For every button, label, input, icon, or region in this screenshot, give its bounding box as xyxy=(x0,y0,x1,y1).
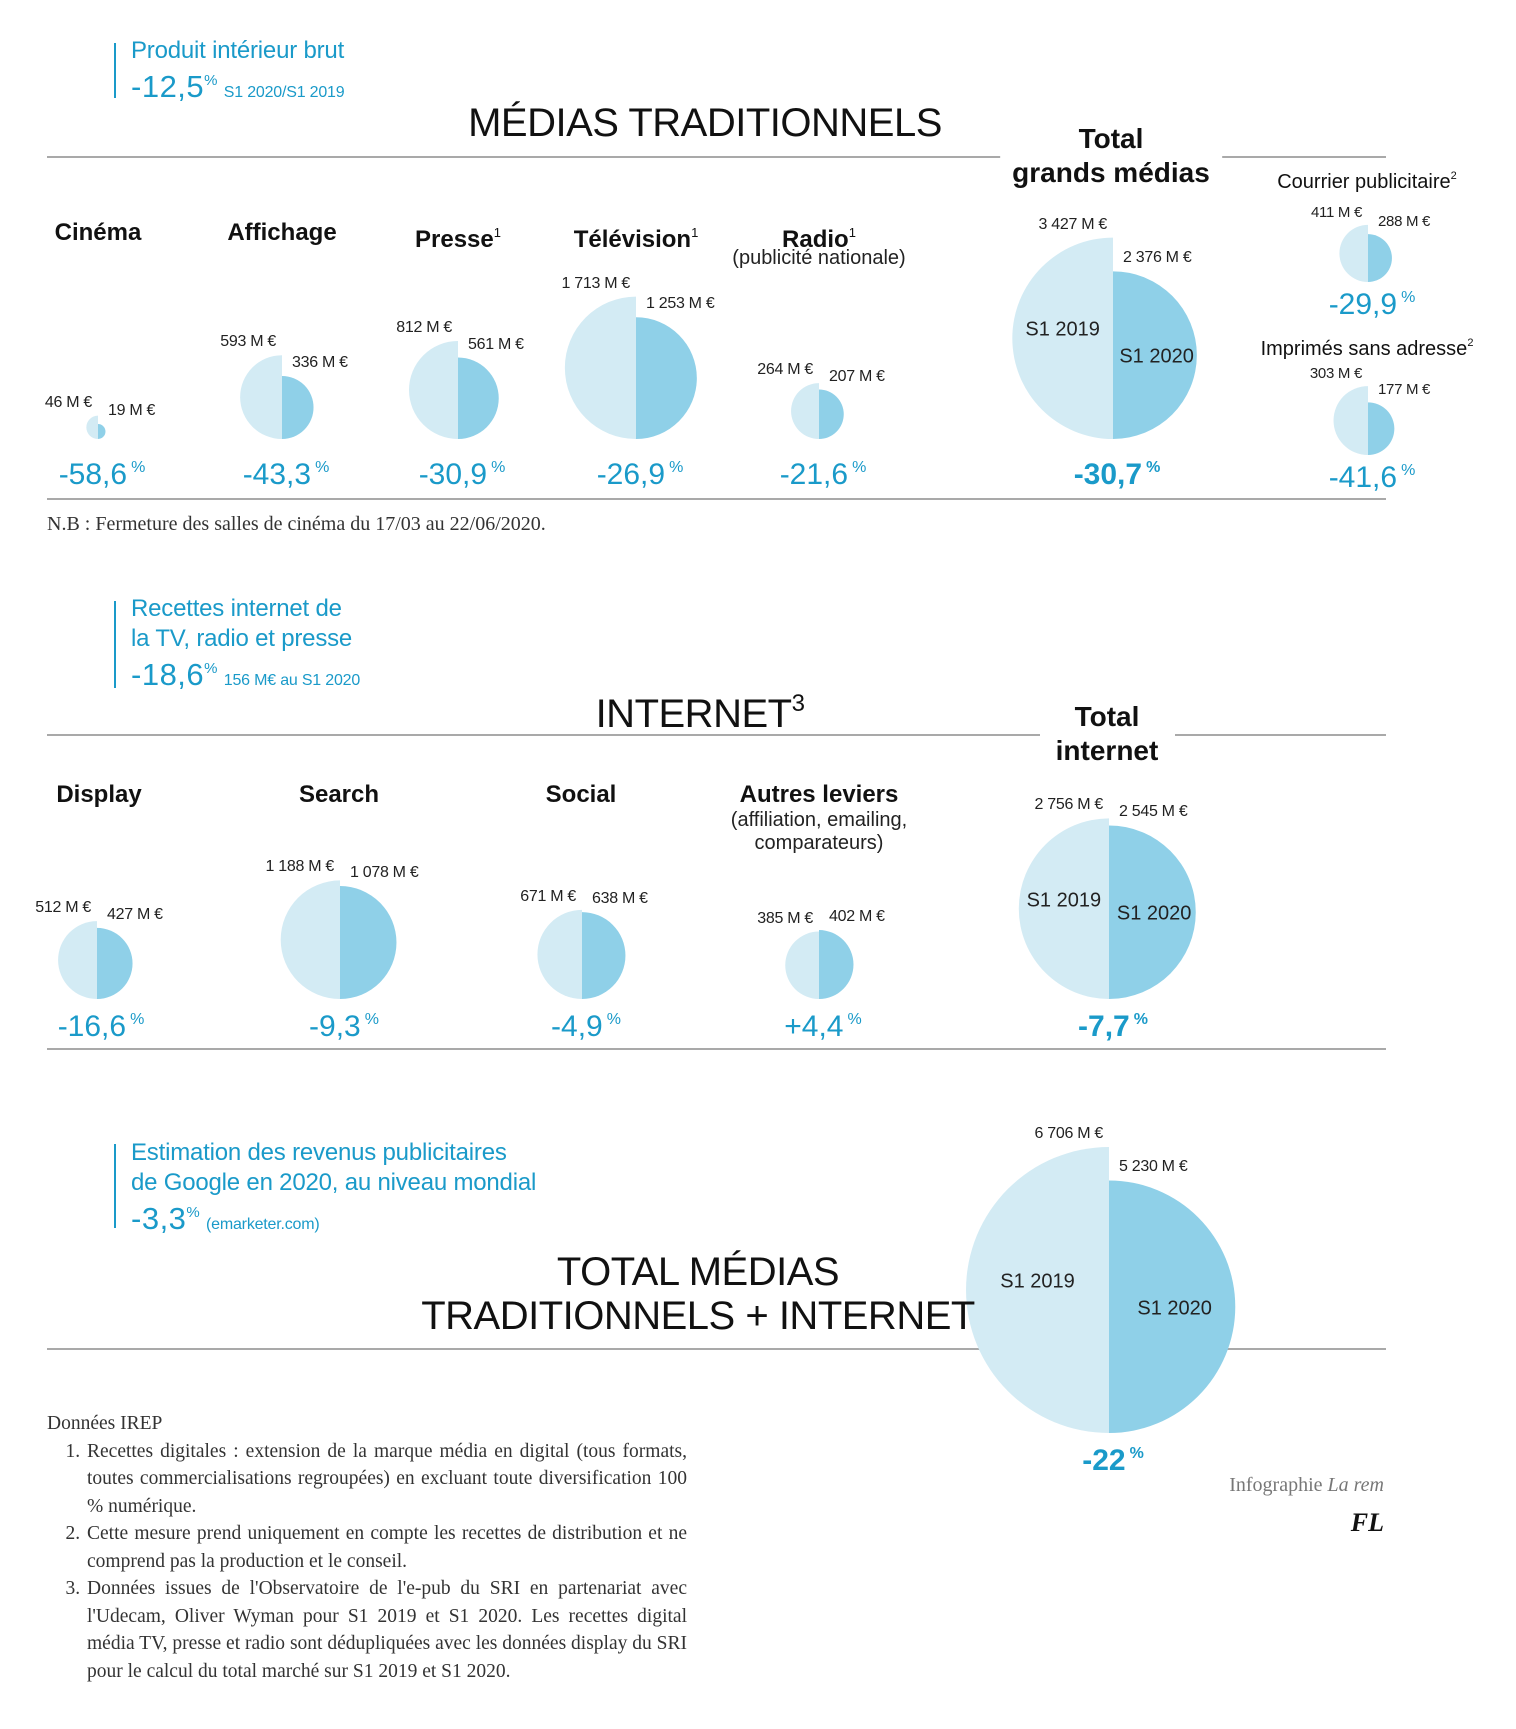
category-title-cinema xyxy=(55,220,142,246)
total-section-title xyxy=(421,1250,975,1338)
footnote-ref: 1 xyxy=(848,225,856,240)
kpi-google-line1: Estimation des revenus publicitaires xyxy=(131,1139,507,1166)
footnote-ref: 3 xyxy=(791,690,805,717)
kpi-pib-unit: % xyxy=(204,72,218,89)
total-internet-s1-2019-value xyxy=(1035,796,1103,814)
courrier-publicitaire-s1-2019-value xyxy=(1311,204,1362,221)
internet-2-change xyxy=(551,1004,621,1043)
category-title-affichage xyxy=(227,220,336,246)
percent-sign: % xyxy=(1129,1445,1144,1462)
traditional-4-change xyxy=(780,452,867,491)
internet-2-s1-2019-value-text: 671 M € xyxy=(520,887,576,905)
kpi-internet-value-row xyxy=(131,654,360,696)
footnote-ref: 1 xyxy=(691,225,699,240)
internet-3-s1-2020-value xyxy=(829,908,885,926)
internet-3-s1-2019-half xyxy=(785,932,819,999)
category-title-presse xyxy=(415,220,501,253)
total-medias-internet-s1-2020-label xyxy=(1137,1297,1212,1320)
kpi-google-unit: % xyxy=(186,1204,200,1221)
footnote-ref: 2 xyxy=(1450,170,1457,182)
total-grands-medias-change xyxy=(1074,452,1161,491)
total-medias-internet-s1-2020-value xyxy=(1119,1158,1187,1176)
footnote-ref: 1 xyxy=(493,225,501,240)
traditional-section-title: MÉDIAS TRADITIONNELS xyxy=(468,101,942,145)
traditional-3-change-text: -26,9 xyxy=(596,458,666,491)
category-title-display xyxy=(56,782,141,808)
category-name: Autres leviers xyxy=(739,781,899,808)
kpi-google-value: -3,3 xyxy=(131,1201,187,1236)
footnotes xyxy=(47,1410,687,1685)
total-internet-s1-2020-label-text: S1 2020 xyxy=(1116,902,1192,925)
side-name: Courrier publicitaire xyxy=(1277,171,1451,193)
imprimes-sans-adresse-s1-2020-value xyxy=(1378,381,1430,398)
internet-3-change-text: +4,4 xyxy=(784,1010,844,1043)
traditional-0-change-text: -58,6 xyxy=(58,458,128,491)
total-section-title-line2: TRADITIONNELS + INTERNET xyxy=(421,1294,975,1338)
internet-0-s1-2020-half xyxy=(97,928,133,999)
internet-3-s1-2019-value xyxy=(757,910,813,928)
total-internet-s1-2020-label xyxy=(1117,903,1192,926)
total-medias-internet-change-text: -22 xyxy=(1082,1444,1126,1477)
kpi-internet-unit: % xyxy=(204,660,218,677)
traditional-2-s1-2020-value xyxy=(468,336,524,354)
category-subtitle-autres-line2: comparateurs) xyxy=(754,832,884,854)
traditional-4-change-text: -21,6 xyxy=(779,458,849,491)
percent-sign: % xyxy=(852,459,867,476)
footnote-2: 2. Cette mesure prend uniquement en compte les recettes de distribution et ne comprend pas la production et le conseil. xyxy=(85,1520,687,1575)
total-internet-change xyxy=(1078,1004,1148,1043)
internet-2-s1-2020-half xyxy=(582,912,625,999)
total-medias-internet-s1-2020-value-text: 5 230 M € xyxy=(1119,1158,1188,1176)
internet-1-change xyxy=(309,1004,379,1043)
percent-sign: % xyxy=(131,459,146,476)
category-title-television xyxy=(574,220,699,253)
traditional-1-change xyxy=(243,452,330,491)
kpi-pib-note: S1 2020/S1 2019 xyxy=(223,84,345,101)
courrier-publicitaire-change xyxy=(1329,282,1416,321)
kpi-google-value-row xyxy=(131,1198,536,1240)
percent-sign: % xyxy=(847,1011,862,1028)
total-medias-internet-s1-2019-value-text: 6 706 M € xyxy=(1034,1125,1103,1143)
total-grands-medias-change-text: -30,7 xyxy=(1073,458,1143,491)
internet-1-s1-2019-value-text: 1 188 M € xyxy=(265,858,334,876)
internet-2-s1-2019-half xyxy=(537,910,582,999)
category-name: Radio xyxy=(782,226,849,253)
traditional-1-s1-2020-value-text: 336 M € xyxy=(292,353,348,371)
total-medias-internet-s1-2019-label-text: S1 2019 xyxy=(1000,1270,1075,1293)
category-name: Cinéma xyxy=(54,219,142,246)
internet-2-s1-2020-value xyxy=(592,890,648,908)
category-name: Télévision xyxy=(573,226,692,253)
total-grands-medias-s1-2019-label xyxy=(1025,319,1100,342)
courrier-publicitaire-s1-2019-half xyxy=(1339,225,1368,282)
imprimes-sans-adresse-s1-2019-value-text: 303 M € xyxy=(1309,365,1362,383)
courrier-publicitaire-s1-2019-value-text: 411 M € xyxy=(1311,203,1362,221)
category-name: Display xyxy=(56,781,142,808)
kpi-pib-value: -12,5 xyxy=(131,69,205,104)
internet-0-s1-2019-value-text: 512 M € xyxy=(35,899,91,917)
total-grands-medias-title xyxy=(1000,122,1222,190)
side-name: Imprimés sans adresse xyxy=(1260,338,1468,360)
kpi-pib xyxy=(131,36,344,108)
total-medias-internet-s1-2019-value xyxy=(1035,1125,1103,1143)
traditional-2-change xyxy=(419,452,506,491)
courrier-publicitaire-s1-2020-half xyxy=(1368,234,1392,282)
traditional-2-s1-2019-value xyxy=(396,319,452,337)
traditional-2-s1-2019-half xyxy=(409,341,458,439)
percent-sign: % xyxy=(364,1011,379,1028)
traditional-0-s1-2020-value xyxy=(108,402,155,420)
traditional-2-s1-2020-half xyxy=(458,358,499,439)
internet-0-s1-2019-half xyxy=(58,921,97,999)
courrier-publicitaire-s1-2020-value xyxy=(1378,213,1430,230)
traditional-4-s1-2020-half xyxy=(819,390,844,439)
traditional-3-s1-2020-half xyxy=(636,317,697,439)
kpi-google-note: (emarketer.com) xyxy=(206,1216,320,1233)
percent-sign: % xyxy=(606,1011,621,1028)
internet-3-s1-2019-value-text: 385 M € xyxy=(757,909,813,927)
internet-2-s1-2020-value-text: 638 M € xyxy=(592,890,648,908)
traditional-4-s1-2019-value-text: 264 M € xyxy=(757,361,813,379)
internet-1-s1-2019-value xyxy=(266,858,334,876)
traditional-3-change xyxy=(597,452,684,491)
footnotes-source: Données IREP xyxy=(47,1413,163,1434)
traditional-2-s1-2020-value-text: 561 M € xyxy=(468,335,524,353)
kpi-internet-line1: Recettes internet de xyxy=(131,595,342,622)
traditional-0-s1-2020-half xyxy=(98,424,105,439)
total-medias-internet-change xyxy=(1082,1438,1144,1477)
footnotes-list xyxy=(47,1438,687,1686)
total-internet-s1-2019-label xyxy=(1027,889,1102,912)
internet-3-change xyxy=(784,1004,861,1043)
percent-sign: % xyxy=(130,1011,145,1028)
imprimes-sans-adresse-s1-2019-value xyxy=(1310,365,1362,382)
credit-line xyxy=(1229,1474,1384,1497)
total-medias-internet-s1-2020-label-text: S1 2020 xyxy=(1137,1297,1212,1320)
percent-sign: % xyxy=(669,459,684,476)
footnote-3: 3. Données issues de l'Observatoire de l'e-pub du SRI en partenariat avec l'Udecam, Oliver Wyman pour S1 2019 et S1 2020. Les recettes digital média TV, presse et radio sont dédupliquées avec les données display du SRI pour le calcul du total marché sur S1 2019 et S1 2020. xyxy=(85,1575,687,1685)
internet-1-s1-2020-half xyxy=(340,886,396,999)
total-internet-s1-2019-value-text: 2 756 M € xyxy=(1034,796,1103,814)
imprimes-sans-adresse-s1-2019-half xyxy=(1334,386,1368,455)
percent-sign: % xyxy=(1133,1011,1148,1028)
traditional-3-s1-2020-value-text: 1 253 M € xyxy=(646,295,715,313)
credit-prefix: Infographie xyxy=(1229,1474,1323,1496)
internet-2-s1-2019-value xyxy=(520,888,576,906)
internet-3-s1-2020-half xyxy=(819,930,853,999)
imprimes-sans-adresse-s1-2020-value-text: 177 M € xyxy=(1378,381,1431,399)
traditional-0-s1-2019-value xyxy=(45,394,92,412)
internet-title-text: INTERNET xyxy=(595,692,792,736)
internet-1-s1-2020-value-text: 1 078 M € xyxy=(350,864,419,882)
traditional-3-s1-2019-half xyxy=(565,297,636,439)
kpi-pib-value-row xyxy=(131,66,344,108)
percent-sign: % xyxy=(1401,462,1416,479)
internet-0-s1-2019-value xyxy=(35,899,91,917)
internet-0-change-text: -16,6 xyxy=(57,1010,127,1043)
total-internet-s1-2020-value xyxy=(1119,803,1187,821)
kpi-google xyxy=(131,1138,536,1240)
total-grands-medias-s1-2020-value-text: 2 376 M € xyxy=(1123,249,1192,267)
traditional-1-s1-2020-half xyxy=(282,376,314,439)
total-section-title-line1: TOTAL MÉDIAS xyxy=(556,1250,840,1294)
kpi-internet-accent-bar xyxy=(114,601,116,688)
courrier-publicitaire-s1-2020-value-text: 288 M € xyxy=(1378,213,1431,231)
total-grands-medias-s1-2019-value-text: 3 427 M € xyxy=(1038,215,1107,233)
traditional-4-s1-2019-value xyxy=(757,361,813,379)
internet-3-s1-2020-value-text: 402 M € xyxy=(829,908,885,926)
traditional-3-s1-2020-value xyxy=(646,295,714,313)
kpi-internet-line2: la TV, radio et presse xyxy=(131,625,353,652)
traditional-1-s1-2019-half xyxy=(240,355,282,439)
category-title-autres-leviers xyxy=(740,782,899,808)
traditional-2-change-text: -30,9 xyxy=(418,458,488,491)
traditional-0-s1-2019-value-text: 46 M € xyxy=(44,393,92,411)
courrier-publicitaire-change-text: -29,9 xyxy=(1328,288,1398,321)
traditional-1-s1-2020-value xyxy=(292,354,348,372)
total-grands-medias-s1-2019-label-text: S1 2019 xyxy=(1025,318,1100,341)
category-name: Affichage xyxy=(227,219,337,246)
kpi-internet-note: 156 M€ au S1 2020 xyxy=(223,672,361,689)
imprimes-sans-adresse-change xyxy=(1329,455,1416,494)
total-internet-change-text: -7,7 xyxy=(1078,1010,1130,1043)
total-title-line2: grands médias xyxy=(1012,157,1210,188)
percent-sign: % xyxy=(1146,459,1161,476)
traditional-2-s1-2019-value-text: 812 M € xyxy=(396,318,452,336)
internet-0-s1-2020-value xyxy=(107,906,163,924)
credit-brand: La rem xyxy=(1327,1474,1384,1496)
traditional-4-s1-2020-value-text: 207 M € xyxy=(829,367,885,385)
side-title-courrier xyxy=(1277,170,1457,194)
imprimes-sans-adresse-s1-2020-half xyxy=(1368,402,1394,455)
kpi-internet-value: -18,6 xyxy=(131,657,205,692)
internet-1-change-text: -9,3 xyxy=(309,1010,361,1043)
category-name: Search xyxy=(298,781,380,808)
internet-0-change xyxy=(58,1004,145,1043)
total-internet-s1-2019-label-text: S1 2019 xyxy=(1026,889,1102,912)
kpi-pib-label: Produit intérieur brut xyxy=(131,37,345,64)
side-title-imprimes xyxy=(1261,337,1474,361)
total-medias-internet-s1-2019-label xyxy=(1000,1271,1075,1294)
total-title-line1: Total xyxy=(1078,123,1144,154)
internet-1-s1-2019-half xyxy=(281,880,340,999)
total-grands-medias-s1-2019-value xyxy=(1039,216,1107,234)
traditional-1-change-text: -43,3 xyxy=(242,458,312,491)
category-subtitle-autres-line1: (affiliation, emailing, xyxy=(730,809,908,831)
internet-section-title xyxy=(596,682,805,736)
total-title-line2: internet xyxy=(1055,735,1159,766)
internet-0-s1-2020-value-text: 427 M € xyxy=(107,905,163,923)
traditional-1-s1-2019-value-text: 593 M € xyxy=(220,333,276,351)
traditional-0-change xyxy=(59,452,146,491)
traditional-1-s1-2019-value xyxy=(220,333,276,351)
traditional-4-s1-2019-half xyxy=(791,383,819,439)
category-subtitle-radio: (publicité nationale) xyxy=(732,247,906,269)
traditional-0-s1-2019-half xyxy=(86,416,98,439)
credit-signature: FL xyxy=(1350,1508,1384,1537)
traditional-4-s1-2020-value xyxy=(829,368,885,386)
kpi-google-line2: de Google en 2020, au niveau mondial xyxy=(131,1169,537,1196)
total-grands-medias-s1-2020-label-text: S1 2020 xyxy=(1119,345,1194,368)
footnote-1: 1. Recettes digitales : extension de la marque média en digital (tous formats, toutes commercialisations regroupées) en excluant toute diversification 100 % numérique. xyxy=(85,1438,687,1521)
total-grands-medias-s1-2020-value xyxy=(1123,249,1191,267)
footnote-ref: 2 xyxy=(1467,337,1474,349)
cinema-closure-note: N.B : Fermeture des salles de cinéma du 17/03 au 22/06/2020. xyxy=(47,513,546,535)
kpi-pib-accent-bar xyxy=(114,43,116,98)
total-grands-medias-s1-2020-label xyxy=(1119,346,1194,369)
traditional-3-s1-2019-value xyxy=(562,275,630,293)
traditional-0-s1-2020-value-text: 19 M € xyxy=(108,402,156,419)
percent-sign: % xyxy=(491,459,506,476)
percent-sign: % xyxy=(315,459,330,476)
kpi-internet xyxy=(131,594,360,696)
total-internet-title xyxy=(1044,700,1171,768)
percent-sign: % xyxy=(1401,289,1416,306)
category-title-search xyxy=(299,782,379,808)
kpi-google-accent-bar xyxy=(114,1144,116,1228)
internet-1-s1-2020-value xyxy=(350,864,418,882)
category-name: Social xyxy=(545,781,617,808)
internet-2-change-text: -4,9 xyxy=(551,1010,603,1043)
total-internet-s1-2020-value-text: 2 545 M € xyxy=(1119,803,1188,821)
total-title-line1: Total xyxy=(1074,701,1140,732)
traditional-3-s1-2019-value-text: 1 713 M € xyxy=(561,274,630,292)
category-title-social xyxy=(546,782,617,808)
imprimes-sans-adresse-change-text: -41,6 xyxy=(1328,461,1398,494)
category-name: Presse xyxy=(415,226,494,253)
